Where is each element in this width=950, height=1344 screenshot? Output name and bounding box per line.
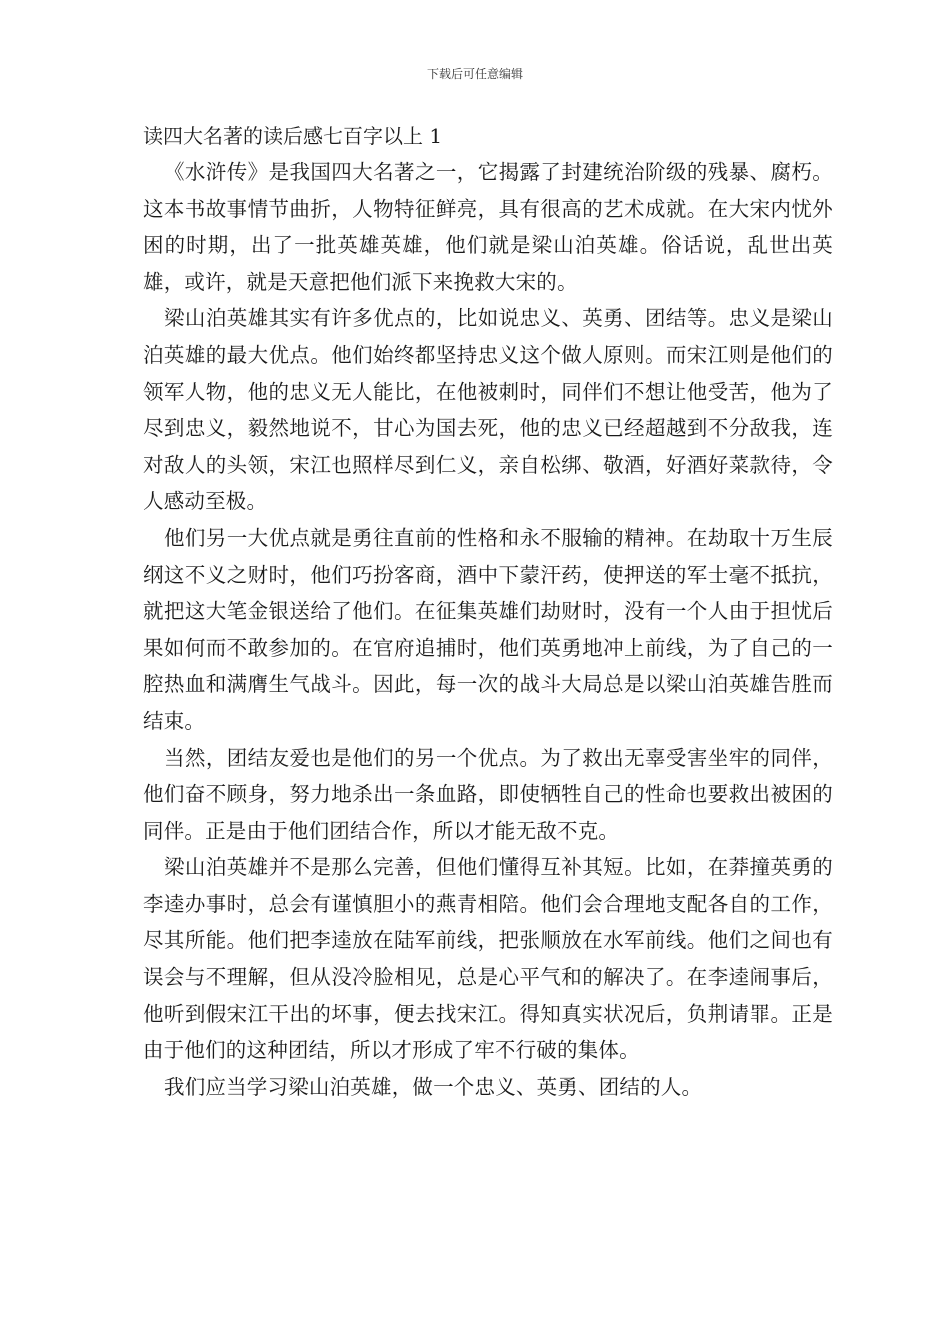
document-body [143,118,833,1105]
paragraph-6: 我们应当学习梁山泊英雄，做一个忠义、英勇、团结的人。 [164,1074,703,1099]
paragraph-4: 当然，团结友爱也是他们的另一个优点。为了救出无辜受害坐牢的同伴，他们奋不顾身，努力地杀出一条血路，即使牺牲自己的性命也要救出被困的同伴。正是由于他们团结合作，所以才能无敌不克。 [143,745,833,843]
paragraph-3: 他们另一大优点就是勇往直前的性格和永不服输的精神。在劫取十万生辰纲这不义之财时，他们巧扮客商，酒中下蒙汗药，使押送的军士毫不抵抗，就把这大笔金银送给了他们。在征集英雄们劫财时，没有一个人由于担忧后果如何而不敢参加的。在官府追捕时，他们英勇地冲上前线，为了自己的一腔热血和满膺生气战斗。因此，每一次的战斗大局总是以梁山泊英雄告胜而结束。 [143,525,833,733]
document-title: 读四大名著的读后感七百字以上 1 [143,124,443,148]
paragraph-1: 《水浒传》是我国四大名著之一，它揭露了封建统治阶级的残暴、腐朽。这本书故事情节曲折，人物特征鲜亮，具有很高的艺术成就。在大宋内忧外困的时期，出了一批英雄英雄，他们就是梁山泊英雄。俗话说，乱世出英雄，或许，就是天意把他们派下来挽救大宋的。 [143,160,833,294]
paragraph-2: 梁山泊英雄其实有许多优点的，比如说忠义、英勇、团结等。忠义是梁山泊英雄的最大优点。他们始终都坚持忠义这个做人原则。而宋江则是他们的领军人物，他的忠义无人能比，在他被刺时，同伴们不想让他受苦，他为了尽到忠义，毅然地说不，甘心为国去死，他的忠义已经超越到不分敌我，连对敌人的头领，宋江也照样尽到仁义，亲自松绑、敬酒，好酒好菜款待，令人感动至极。 [143,306,833,514]
paragraph-5: 梁山泊英雄并不是那么完善，但他们懂得互补其短。比如，在莽撞英勇的李逵办事时，总会有谨慎胆小的燕青相陪。他们会合理地支配各自的工作，尽其所能。他们把李逵放在陆军前线，把张顺放在水军前线。他们之间也有误会与不理解，但从没冷脸相见，总是心平气和的解决了。在李逵闹事后，他听到假宋江干出的坏事，便去找宋江。得知真实状况后，负荆请罪。正是由于他们的这种团结，所以才形成了牢不行破的集体。 [143,855,833,1063]
page-header: 下载后可任意编辑 [426,67,523,81]
